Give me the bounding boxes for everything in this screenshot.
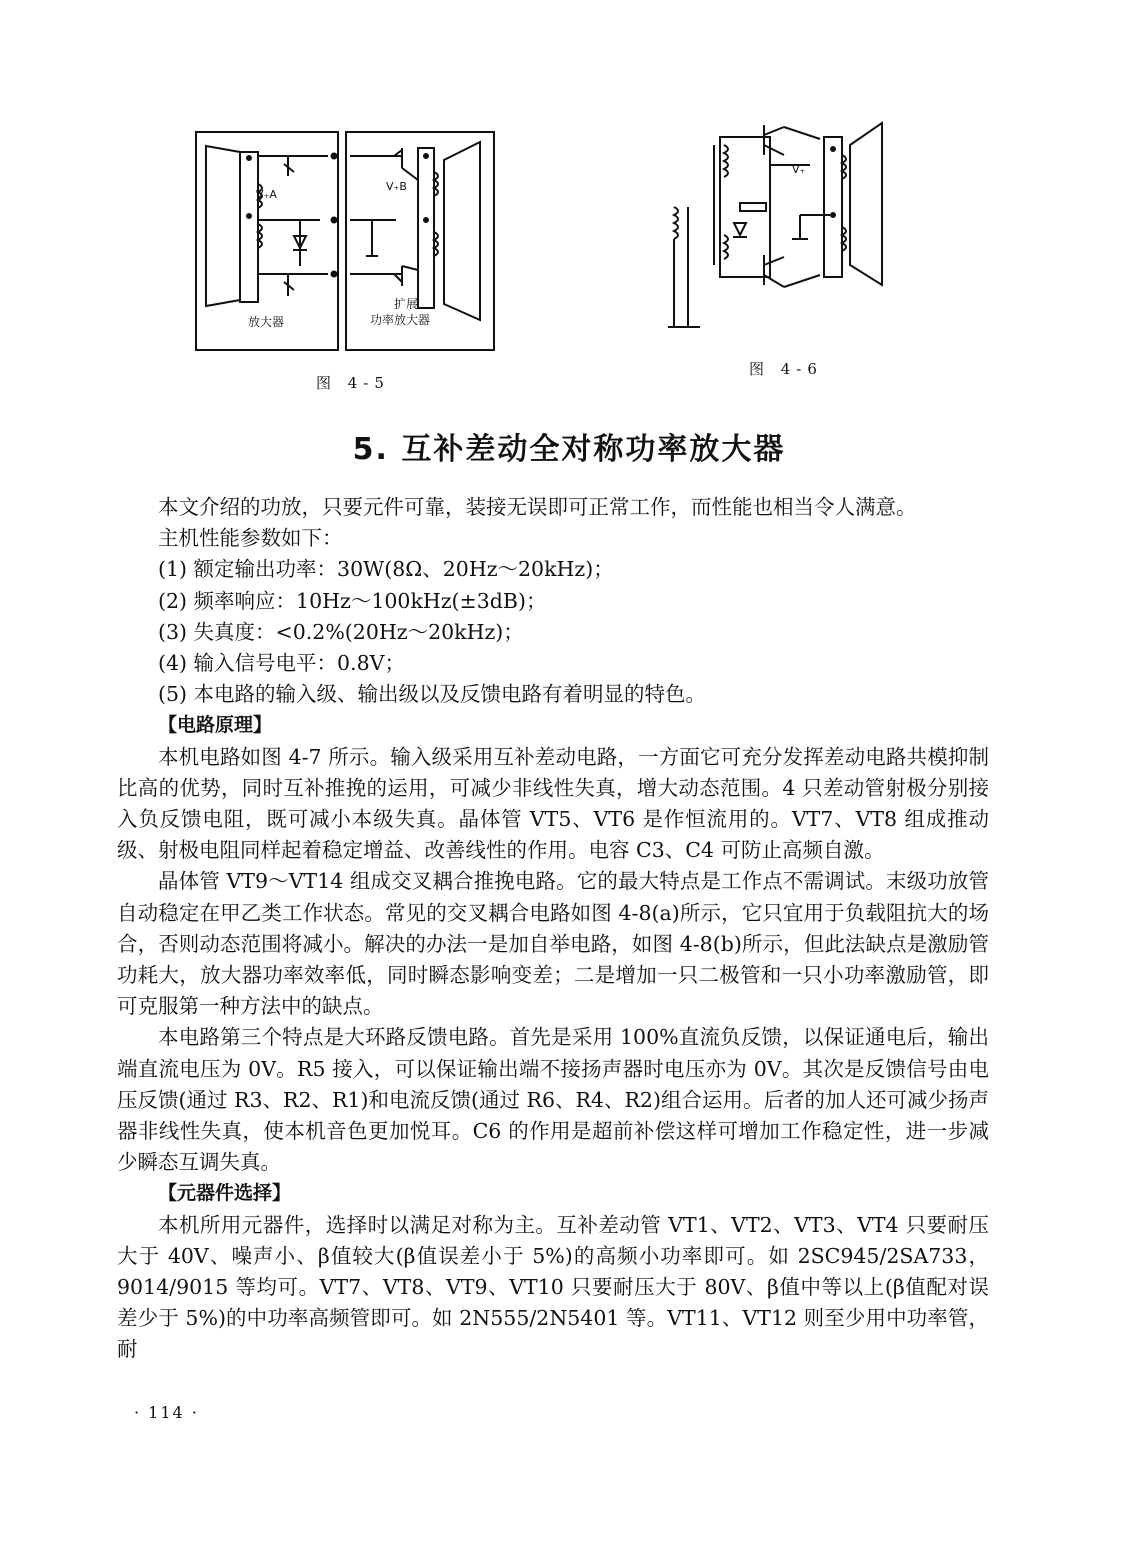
figure-4-5-caption: 图 4-5 (316, 374, 390, 392)
page-number: · 114 · (134, 1403, 199, 1422)
spec-item-2: (2) 频率响应：10Hz～100kHz(±3dB)； (158, 588, 547, 613)
power-amp-label: 功率放大器 (370, 313, 431, 327)
paragraph-2: 晶体管 VT9～VT14 组成交叉耦合推挽电路。它的最大特点是工作点不需调试。末级功放管自动稳定在甲乙类工作状态。常见的交叉耦合电路如图 4-8(a)所示，它只宜用于负载阻抗大的场合，否则动态范围将减小。解决的办法一是加自举电路，如图 4-8(b)所示，但此法缺点是激励管功耗大，放大器功率效率低，同时瞬态影响变差；二是增加一只二极管和一只小功率激励管，即可克服第一种方法中的缺点。 (117, 869, 989, 1019)
spec-item-4: (4) 输入信号电平：0.8V； (158, 651, 405, 676)
section-title: 5. 互补差动全对称功率放大器 (352, 432, 786, 467)
vb-label: V₊B (386, 180, 407, 193)
section-heading-circuit-principle: 【电路原理】 (158, 714, 273, 737)
spec-item-1: (1) 额定输出功率：30W(8Ω、20Hz～20kHz)； (158, 557, 614, 582)
v-label: V₊ (792, 163, 806, 176)
figure-4-5-diagram (190, 120, 500, 360)
figure-4-6-diagram (660, 115, 900, 335)
figure-4-6 (660, 115, 900, 335)
section-heading-component-selection: 【元器件选择】 (158, 1182, 292, 1205)
intro-line-2: 主机性能参数如下： (158, 526, 343, 551)
paragraph-3: 本电路第三个特点是大环路反馈电路。首先是采用 100%直流负反馈，以保证通电后，输出端直流电压为 0V。R5 接入，可以保证输出端不接扬声器时电压亦为 0V。其次是反馈信号由电压反馈(通过 R3、R2、R1)和电流反馈(通过 R6、R4、R2)组合运用。后者的加人还可减少扬声器非线性失真，使本机音色更加悦耳。C6 的作用是超前补偿这样可增加工作稳定性，进一步减少瞬态互调失真。 (117, 1025, 989, 1175)
paragraph-1: 本机电路如图 4-7 所示。输入级采用互补差动电路，一方面它可充分发挥差动电路共模抑制比高的优势，同时互补推挽的运用，可减少非线性失真，增大动态范围。4 只差动管射极分别接入负反馈电阻，既可减小本级失真。晶体管 VT5、VT6 是作恒流用的。VT7、VT8 组成推动级、射极电阻同样起着稳定增益、改善线性的作用。电容 C3、C4 可防止高频自激。 (117, 744, 989, 863)
va-label: V₊A (256, 188, 277, 201)
spec-item-3: (3) 失真度：<0.2%(20Hz～20kHz)； (158, 619, 524, 644)
intro-line-1: 本文介绍的功放，只要元件可靠，装接无误即可正常工作，而性能也相当令人满意。 (158, 495, 917, 519)
body-text (117, 492, 989, 1366)
expand-label: 扩展 (394, 297, 419, 311)
amplifier-label: 放大器 (248, 315, 285, 329)
spec-item-5: (5) 本电路的输入级、输出级以及反馈电路有着明显的特色。 (158, 682, 707, 707)
figure-4-6-caption: 图 4-6 (749, 360, 823, 378)
figure-4-5 (190, 120, 500, 360)
paragraph-4: 本机所用元器件，选择时以满足对称为主。互补差动管 VT1、VT2、VT3、VT4 只要耐压大于 40V、噪声小、β值较大(β值误差小于 5%)的高频小功率即可。如 2SC945/2SA733，9014/9015 等均可。VT7、VT8、VT9、VT10 只要耐压大于 80V、β值中等以上(β值配对误差少于 5%)的中功率高频管即可。如 2N555/2N5401 等。VT11、VT12 则至少用中功率管，耐 (117, 1212, 989, 1362)
